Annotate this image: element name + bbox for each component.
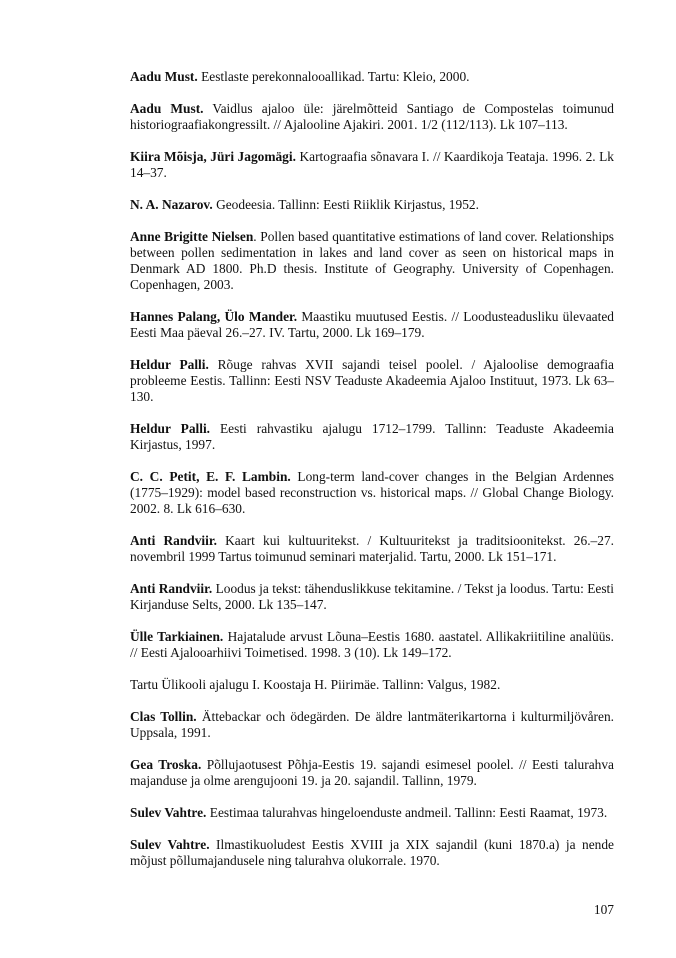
entry-text: Ilmastikuoludest Eestis XVIII ja XIX sajandil (kuni 1870.a) ja nende mõjust põllumajandusele ning talurahva olukorrale. 1970. (130, 837, 614, 868)
entry-text: Ättebackar och ödegärden. De äldre lantmäterikartorna i kulturmiljövåren. Uppsala, 1991. (130, 709, 614, 740)
entry-author: Heldur Palli. (130, 421, 211, 436)
entry-author: Anti Randviir. (130, 581, 213, 596)
entry-text: Rõuge rahvas XVII sajandi teisel poolel. / Ajaloolise demograafia probleeme Eestis. Tallinn: Eesti NSV Teaduste Akadeemia Ajaloo Instituut, 1973. Lk 63–130. (130, 357, 614, 404)
bibliography-entry (130, 229, 614, 293)
entry-text: Maastiku muutused Eestis. // Loodusteadusliku ülevaated Eesti Maa päeval 26.–27. IV. Tartu, 2000. Lk 169–179. (130, 309, 614, 340)
entry-author: Heldur Palli. (130, 357, 209, 372)
entry-author: Clas Tollin. (130, 709, 197, 724)
entry-text: Kartograafia sõnavara I. // Kaardikoja Teataja. 1996. 2. Lk 14–37. (130, 149, 614, 180)
entry-author: Gea Troska. (130, 757, 202, 772)
bibliography-entry (130, 581, 614, 613)
entry-text: Vaidlus ajaloo üle: järelmõtteid Santiago de Compostelas toimunud historiograafiakongressilt. // Ajalooline Ajakiri. 2001. 1/2 (112/113). Lk 107–113. (130, 101, 614, 132)
entry-text: Eestlaste perekonnalooallikad. Tartu: Kleio, 2000. (201, 69, 470, 84)
entry-text: Kaart kui kultuuritekst. / Kultuuritekst ja traditsioonitekst. 26.–27. novembril 1999 Tartus toimunud seminari materjalid. Tartu, 2000. Lk 151–171. (130, 533, 614, 564)
bibliography-entry (130, 757, 614, 789)
bibliography-entry (130, 709, 614, 741)
entry-text: Loodus ja tekst: tähenduslikkuse tekitamine. / Tekst ja loodus. Tartu: Eesti Kirjanduse Selts, 2000. Lk 135–147. (130, 581, 614, 612)
entry-author: Aadu Must. (130, 101, 204, 116)
bibliography-entry (130, 469, 614, 517)
bibliography-entry (130, 533, 614, 565)
entry-author: Sulev Vahtre. (130, 805, 207, 820)
entry-author: Anti Randviir. (130, 533, 217, 548)
entry-text: Tartu Ülikooli ajalugu I. Koostaja H. Piirimäe. Tallinn: Valgus, 1982. (130, 677, 501, 692)
bibliography-entry (130, 197, 614, 213)
entry-author: Anne Brigitte Nielsen (130, 229, 254, 244)
bibliography-entry (130, 101, 614, 133)
entry-text: Põllujaotusest Põhja-Eestis 19. sajandi esimesel poolel. // Eesti talurahva majanduse ja olme arengujooni 19. ja 20. sajandil. Tallinn, 1979. (130, 757, 614, 788)
bibliography-entry (130, 309, 614, 341)
entry-text: Eesti rahvastiku ajalugu 1712–1799. Tallinn: Teaduste Akadeemia Kirjastus, 1997. (130, 421, 614, 452)
bibliography-entry (130, 357, 614, 405)
entry-author: Aadu Must. (130, 69, 198, 84)
bibliography-entry (130, 149, 614, 181)
entry-author: Kiira Mõisja, Jüri Jagomägi. (130, 149, 296, 164)
bibliography-list (130, 69, 614, 885)
entry-text: Long-term land-cover changes in the Belgian Ardennes (1775–1929): model based reconstruction vs. historical maps. // Global Change Biology. 2002. 8. Lk 616–630. (130, 469, 614, 516)
bibliography-entry (130, 69, 614, 85)
bibliography-entry (130, 837, 614, 869)
entry-author: Sulev Vahtre. (130, 837, 210, 852)
bibliography-entry (130, 421, 614, 453)
entry-text: Hajatalude arvust Lõuna–Eestis 1680. aastatel. Allikakriitiline analüüs. // Eesti Ajalooarhiivi Toimetised. 1998. 3 (10). Lk 149–172. (130, 629, 614, 660)
entry-text: Eestimaa talurahvas hingeloenduste andmeil. Tallinn: Eesti Raamat, 1973. (209, 805, 608, 820)
bibliography-entry (130, 629, 614, 661)
entry-author: Ülle Tarkiainen. (130, 629, 224, 644)
bibliography-entry (130, 805, 614, 821)
entry-author: Hannes Palang, Ülo Mander. (130, 309, 298, 324)
bibliography-entry (130, 677, 614, 693)
page-number: 107 (593, 902, 614, 917)
entry-text: . Pollen based quantitative estimations of land cover. Relationships between pollen sedimentation in lakes and land cover as seen on historical maps in Denmark AD 1800. Ph.D thesis. Institute of Geography. University of Copenhagen. Copenhagen, 2003. (130, 229, 615, 292)
entry-author: N. A. Nazarov. (130, 197, 213, 212)
entry-text: Geodeesia. Tallinn: Eesti Riiklik Kirjastus, 1952. (216, 197, 479, 212)
entry-author: C. C. Petit, E. F. Lambin. (130, 469, 291, 484)
